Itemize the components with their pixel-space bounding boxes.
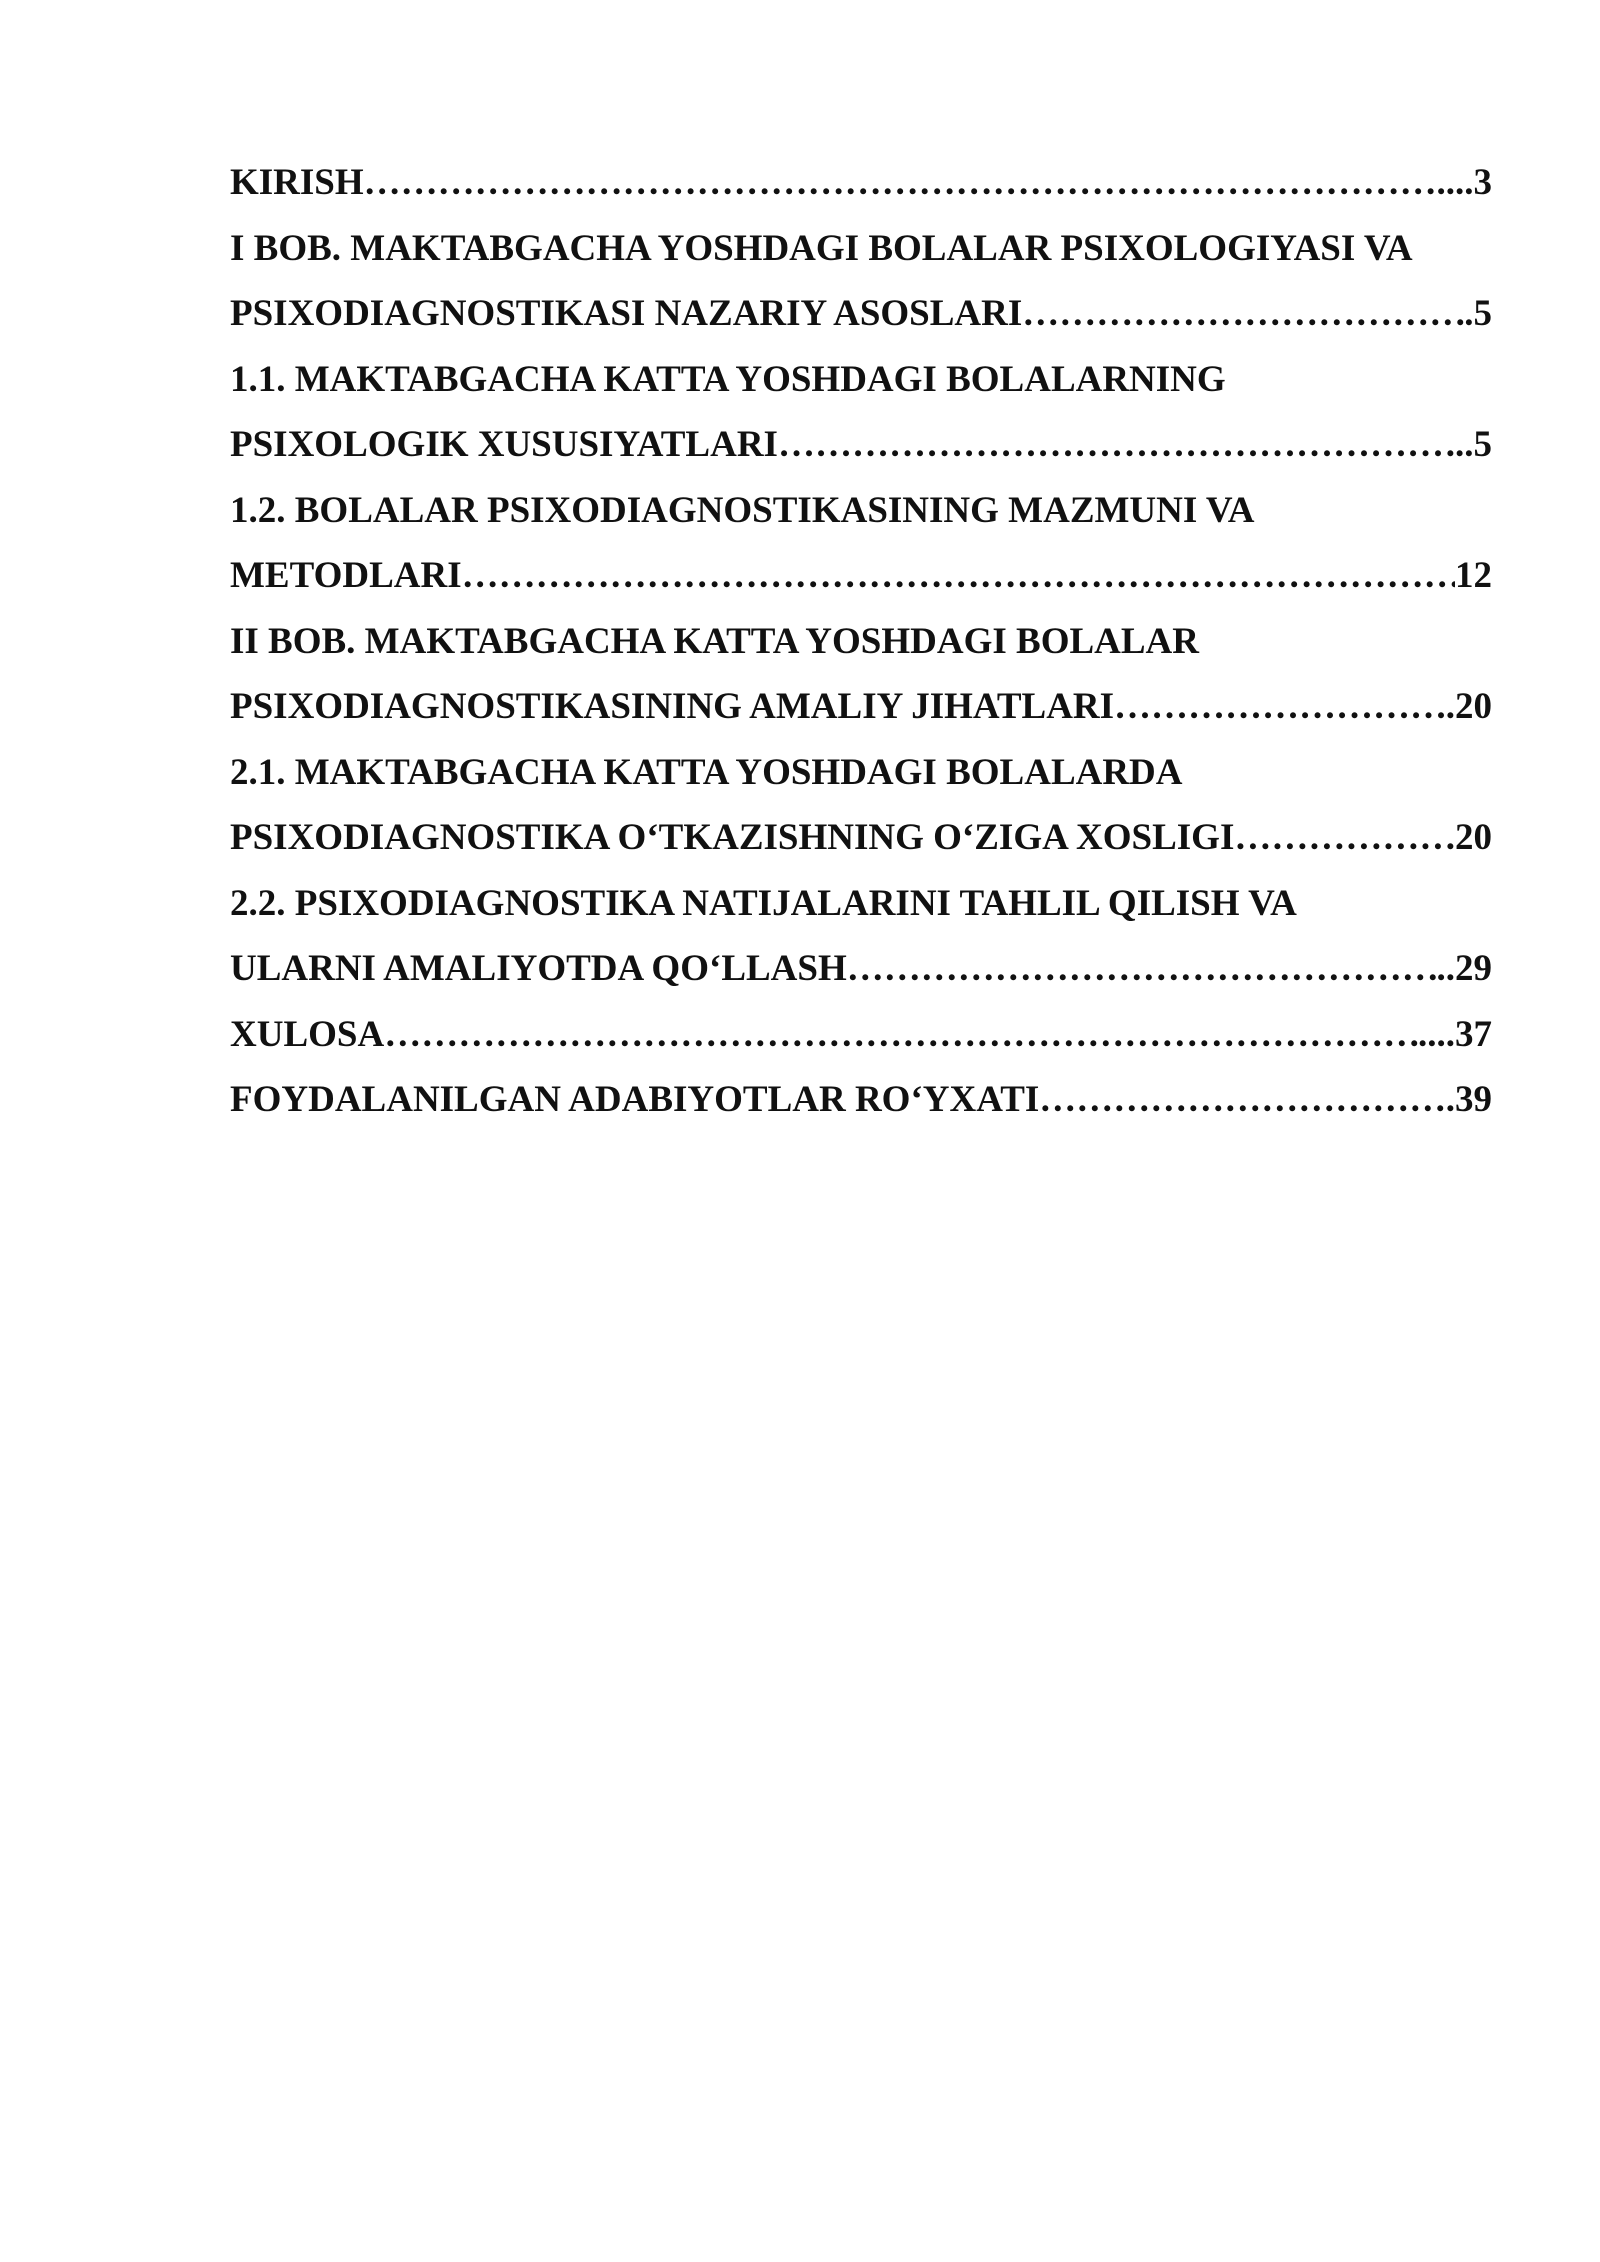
toc-entry-title: 1.2. BOLALAR PSIXODIAGNOSTIKASINING MAZMUNI VA	[230, 489, 1255, 531]
toc-entry-xulosa[interactable]	[230, 1002, 1492, 1068]
toc-entry-title: 1.1. MAKTABGACHA KATTA YOSHDAGI BOLALARNING	[230, 358, 1226, 400]
toc-entry-title: KIRISH	[230, 162, 364, 203]
toc-entry-title: II BOB. MAKTABGACHA KATTA YOSHDAGI BOLALAR	[230, 620, 1199, 662]
toc-page-number: ....3	[1436, 162, 1492, 203]
toc-entry-section-1-1-line-2[interactable]	[230, 412, 1492, 478]
toc-entry-title: 2.2. PSIXODIAGNOSTIKA NATIJALARINI TAHLIL QILISH VA	[230, 882, 1297, 924]
toc-page-number: 20	[1455, 817, 1492, 858]
dot-leader	[1039, 1067, 1445, 1133]
dot-leader	[1114, 674, 1446, 740]
toc-page-number: 12	[1455, 555, 1492, 596]
toc-entry-title-continuation: METODLARI	[230, 555, 462, 596]
toc-page-number: .5	[1464, 293, 1492, 334]
toc-entry-section-2-2-line-2[interactable]	[230, 936, 1492, 1002]
toc-page-number: ....37	[1418, 1013, 1492, 1055]
toc-page-number: .20	[1445, 686, 1492, 727]
dot-leader	[847, 936, 1437, 1002]
toc-entry-section-1-2-line-1[interactable]	[230, 478, 1492, 544]
dot-leader	[778, 412, 1446, 478]
toc-entry-title-continuation: PSIXODIAGNOSTIKA O‘TKAZISHNING O‘ZIGA XOSLIGI	[230, 817, 1235, 858]
toc-entry-chapter-2-line-1[interactable]	[230, 609, 1492, 675]
toc-entry-section-1-1-line-1[interactable]	[230, 347, 1492, 413]
toc-entry-chapter-1-line-2[interactable]	[230, 281, 1492, 347]
toc-entry-title: 2.1. MAKTABGACHA KATTA YOSHDAGI BOLALARDA	[230, 751, 1183, 793]
toc-entry-title: FOYDALANILGAN ADABIYOTLAR RO‘YXATI	[230, 1079, 1040, 1120]
toc-entry-section-2-1-line-2[interactable]	[230, 805, 1492, 871]
toc-entry-title: I BOB. MAKTABGACHA YOSHDAGI BOLALAR PSIXOLOGIYASI VA	[230, 227, 1413, 269]
toc-page-number: .39	[1445, 1079, 1492, 1120]
toc-entry-kirish[interactable]	[230, 150, 1492, 216]
dot-leader	[364, 150, 1437, 216]
dot-leader	[1022, 281, 1464, 347]
toc-entry-section-1-2-line-2[interactable]	[230, 543, 1492, 609]
toc-entry-title-continuation: PSIXODIAGNOSTIKASINING AMALIY JIHATLARI	[230, 686, 1115, 727]
dot-leader	[1234, 805, 1455, 871]
toc-entry-title-continuation: ULARNI AMALIYOTDA QO‘LLASH	[230, 948, 847, 989]
table-of-contents	[230, 150, 1492, 1133]
toc-page-number: ..29	[1436, 948, 1492, 989]
toc-entry-section-2-1-line-1[interactable]	[230, 740, 1492, 806]
toc-entry-title-continuation: PSIXOLOGIK XUSUSIYATLARI	[230, 424, 778, 465]
dot-leader	[384, 1002, 1418, 1068]
toc-entry-title: XULOSA	[230, 1013, 385, 1055]
dot-leader	[462, 543, 1455, 609]
toc-entry-chapter-1-line-1[interactable]	[230, 216, 1492, 282]
toc-page-number: ...5	[1445, 424, 1492, 465]
toc-entry-section-2-2-line-1[interactable]	[230, 871, 1492, 937]
toc-entry-chapter-2-line-2[interactable]	[230, 674, 1492, 740]
toc-entry-references[interactable]	[230, 1067, 1492, 1133]
toc-entry-title-continuation: PSIXODIAGNOSTIKASI NAZARIY ASOSLARI	[230, 293, 1023, 334]
